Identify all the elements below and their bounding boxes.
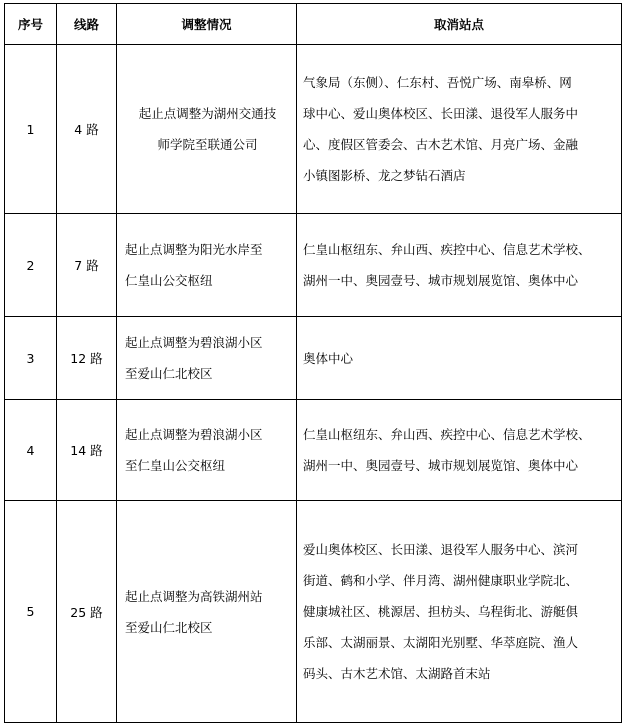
row-cancelled-stops: [297, 45, 622, 214]
stops-line: 仁皇山枢纽东、弁山西、疾控中心、信息艺术学校、: [303, 242, 591, 257]
stops-line: 乐部、太湖丽景、太湖阳光别墅、华萃庭院、渔人: [303, 635, 579, 650]
row-serial-number: 5: [5, 501, 57, 723]
header-serial-number: 序号: [5, 4, 57, 45]
stops-line: 球中心、爱山奥体校区、长田漾、退役军人服务中: [303, 106, 579, 121]
row-route: 14 路: [57, 400, 117, 501]
row-route: 7 路: [57, 214, 117, 317]
header-route: 线路: [57, 4, 117, 45]
adjustment-line: 起止点调整为湖州交通技: [138, 106, 277, 121]
stops-line: 奥体中心: [303, 350, 354, 366]
row-adjustment: [117, 214, 297, 317]
row-serial-number: 1: [5, 45, 57, 214]
row-adjustment: [117, 45, 297, 214]
adjustment-line: 至爱山仁北校区: [125, 366, 213, 381]
row-route: 4 路: [57, 45, 117, 214]
row-route: 12 路: [57, 317, 117, 400]
stops-line: 心、度假区管委会、古木艺术馆、月亮广场、金融: [303, 137, 579, 152]
row-cancelled-stops: [297, 317, 622, 400]
header-cancelled-stops: 取消站点: [297, 4, 622, 45]
row-cancelled-stops: [297, 400, 622, 501]
table-row: [5, 501, 622, 723]
row-adjustment: [117, 501, 297, 723]
stops-line: 码头、古木艺术馆、太湖路首末站: [303, 666, 491, 681]
stops-line: 健康城社区、桃源居、担枋头、乌程街北、游艇俱: [303, 604, 579, 619]
row-cancelled-stops: [297, 214, 622, 317]
adjustment-line: 起止点调整为碧浪湖小区: [125, 427, 263, 442]
adjustment-line: 至仁皇山公交枢纽: [125, 458, 226, 473]
row-route: 25 路: [57, 501, 117, 723]
adjustment-line: 至爱山仁北校区: [125, 619, 213, 635]
adjustment-line: 仁皇山公交枢纽: [125, 273, 213, 288]
row-cancelled-stops: [297, 501, 622, 723]
adjustment-line: 起止点调整为阳光水岸至: [125, 242, 263, 257]
table-row: [5, 214, 622, 317]
table-row: [5, 45, 622, 214]
adjustment-line: 师学院至联通公司: [157, 137, 258, 152]
stops-line: 气象局（东侧）、仁东村、吾悦广场、南皋桥、网: [303, 75, 572, 90]
adjustment-line: 起止点调整为高铁湖州站: [125, 588, 263, 604]
header-row: [5, 4, 622, 45]
table-row: [5, 317, 622, 400]
stops-line: 湖州一中、奥园壹号、城市规划展览馆、奥体中心: [303, 273, 579, 288]
row-adjustment: [117, 317, 297, 400]
adjustment-line: 起止点调整为碧浪湖小区: [125, 335, 263, 350]
table-row: [5, 400, 622, 501]
row-serial-number: 2: [5, 214, 57, 317]
header-adjustment: 调整情况: [117, 4, 297, 45]
row-serial-number: 4: [5, 400, 57, 501]
stops-line: 湖州一中、奥园壹号、城市规划展览馆、奥体中心: [303, 458, 579, 473]
stops-line: 仁皇山枢纽东、弁山西、疾控中心、信息艺术学校、: [303, 427, 591, 442]
stops-line: 小镇图影桥、龙之梦钻石酒店: [303, 168, 466, 183]
stops-line: 爱山奥体校区、长田漾、退役军人服务中心、滨河: [303, 542, 579, 557]
route-adjustment-table: [4, 3, 622, 723]
row-adjustment: [117, 400, 297, 501]
row-serial-number: 3: [5, 317, 57, 400]
stops-line: 街道、鹤和小学、伴月湾、湖州健康职业学院北、: [303, 573, 579, 588]
